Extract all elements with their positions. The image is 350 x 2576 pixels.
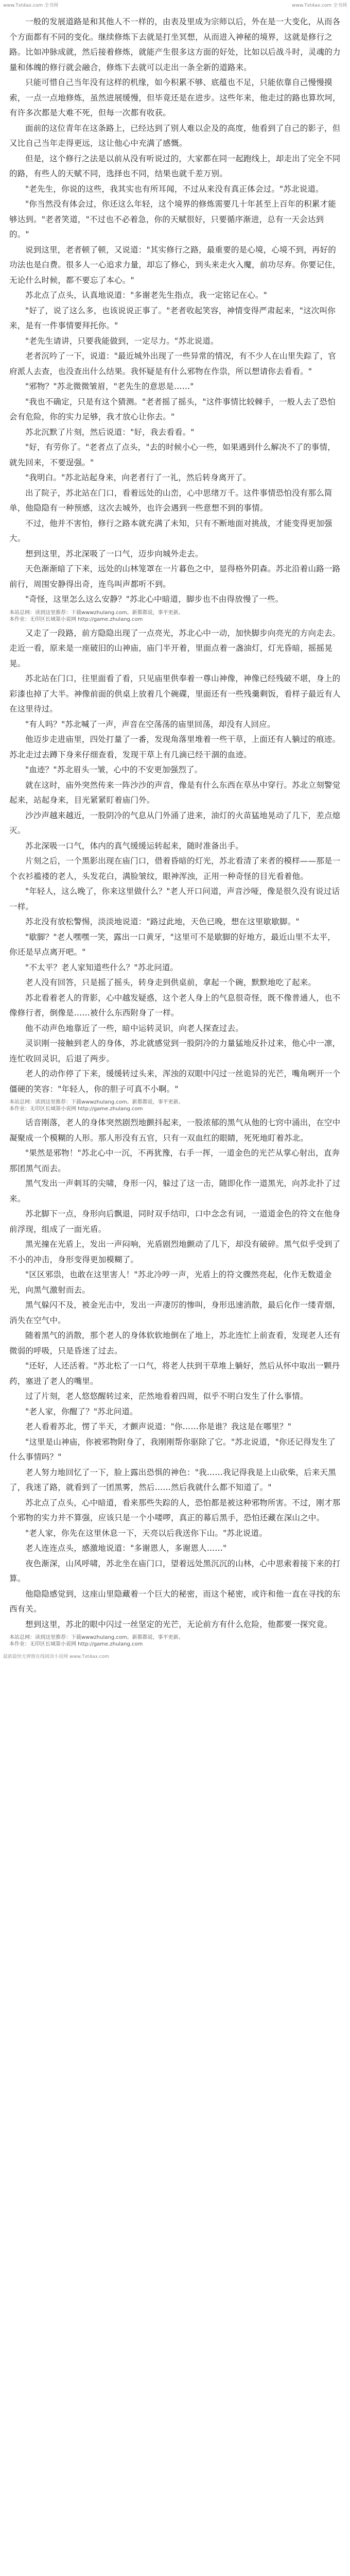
paragraph: 黑光撞在光盾上，发出一声闷响，光盾剧烈地颤动了几下，却没有破碎。黑气似乎受到了不小的冲击，身形变得更加模糊了。	[9, 1240, 341, 1264]
paragraph: "不太平？老人家知道些什么？"苏北问道。	[25, 962, 179, 972]
paragraph: "果然是邪物！"苏北心中一沉，不再犹豫，右手一挥，一道金色的光芒从掌心射出，直奔那团黑气而去。	[9, 1148, 340, 1173]
paragraph: "老人家，你醒了？"苏北问道。	[25, 1406, 138, 1416]
paragraph: 老人看着苏北，愣了半天，才颤声说道："你……你是谁？我这是在哪里？"	[25, 1422, 292, 1431]
paragraph: "你当然没有体会过，你还这么年轻，这个境界的修炼需要几十年甚至上百年的积累才能够达到。"老者笑道，"不过也不必着急，你的天赋很好，只要循序渐进，总有一天会达到的。"	[9, 199, 336, 239]
paragraph: "奇怪，这里怎么这么安静？"苏北心中暗道，脚步也不由得放慢了一些。	[25, 595, 284, 604]
paragraph: 面前的这位青年在这条路上，已经达到了别人难以企及的高度，他看到了自己的影子，但又比自己当年走得更远，这让他心中充满了感慨。	[9, 123, 341, 148]
paragraph: 苏北看着老人的背影，心中越发疑惑，这个老人身上的气息很奇怪，既不像普通人，也不像修行者，倒像是……被什么东西附身了一样。	[9, 993, 341, 1018]
paragraph: 天色渐渐暗了下来，远处的山林笼罩在一片暮色之中，显得格外阴森。苏北沿着山路一路前行，周围安静得出奇，连鸟叫声都听不到。	[9, 564, 341, 589]
paragraph: 苏北脚下一点，身形向后飘退，同时双手结印，口中念念有词，一道道金色的符文在他身前浮现，组成了一面光盾。	[9, 1209, 341, 1234]
paragraph: "好，有劳你了。"老者点了点头，"去的时候小心一些，如果遇到什么解决不了的事情，就先回来，不要逞强。"	[9, 443, 336, 467]
paragraph: "这里是山神庙，你被邪物附身了，我刚刚帮你驱除了它。"苏北说道，"你还记得发生了什么事情吗？"	[9, 1437, 336, 1462]
paragraph: 不过，他并不害怕，修行之路本就充满了未知，只有不断地面对挑战，才能变得更加强大。	[9, 518, 332, 543]
text-section-3	[9, 1115, 341, 1632]
paragraph: "年轻人，这么晚了，你来这里做什么？"老人开口问道，声音沙哑，像是很久没有说过话一样。	[9, 887, 340, 911]
paragraph: 过了片刻，老人悠悠醒转过来，茫然地看着四周，似乎不明白发生了什么事情。	[25, 1392, 308, 1401]
top-watermark-right: www.Txt4ax.com 全书网	[292, 3, 347, 8]
ad-line[interactable]: 本站总网：读到这里推荐：下载wwwzhulang.com。新都都说，事平更新。	[9, 609, 184, 616]
paragraph: 他不动声色地靠近了一些，暗中运转灵识，向老人探查过去。	[25, 1023, 243, 1033]
text-section-1	[9, 14, 341, 607]
paragraph: 老人努力地回忆了一下，脸上露出恐惧的神色："我……我记得我是上山砍柴，后来天黑了，我迷了路，就看到了一团黑雾，然后……然后我就什么都不知道了。"	[9, 1467, 336, 1492]
paragraph: "我也不确定，只是有这个猜测。"老者摇了摇头，"这件事情比较棘手，一般人去了恐怕会有危险，你的实力足够，我才放心让你去。"	[9, 397, 336, 421]
paragraph: 老者沉吟了一下，说道："最近城外出现了一些异常的情况，有不少人在山里失踪了，官府派人去查，也没查出什么结果。我怀疑是有什么邪物在作祟，所以想请你去看看。"	[9, 351, 336, 376]
paragraph: 他隐隐感觉到，这座山里隐藏着一个巨大的秘密，而这个秘密，或许和他一直在寻找的东西有关。	[9, 1589, 341, 1614]
ad-line[interactable]: 本站总网：读到这里推荐：下载wwwzhulang.com。新都都说，事平更新。	[9, 1099, 184, 1105]
paragraph: 老人连连点头，感激地说道："多谢恩人，多谢恩人……"	[25, 1544, 227, 1553]
paragraph: 苏北没有放松警惕，淡淡地说道："路过此地，天色已晚，想在这里歇歇脚。"	[25, 917, 300, 926]
paragraph: "还好，人还活着。"苏北松了一口气，将老人扶到干草堆上躺好，然后从怀中取出一颗丹药，塞进了老人的嘴里。	[9, 1361, 340, 1386]
paragraph: "老先生，你说的这些，我其实也有所耳闻，不过从来没有真正体会过。"苏北说道。	[25, 184, 324, 194]
paragraph: 话音刚落，老人的身体突然剧烈地颤抖起来，一股浓郁的黑气从他的七窍中涌出，在空中凝聚成一个模糊的人形。那人形没有五官，只有一双血红的眼睛，死死地盯着苏北。	[9, 1118, 341, 1143]
paragraph: 随着黑气的消散，那个老人的身体软软地倒在了地上，苏北连忙上前查看，发现老人还有微弱的呼吸，只是昏迷了过去。	[9, 1331, 341, 1355]
paragraph: "我明白。"苏北站起身来，向老者行了一礼，然后转身离开了。	[25, 473, 251, 482]
paragraph: 苏北深吸一口气，体内的真气缓缓运转起来，随时准备出手。	[25, 841, 243, 851]
ad-block-2	[9, 1097, 341, 1115]
paragraph: 苏北点了点头，心中暗道，看来那些失踪的人，恐怕都是被这种邪物所害。不过，刚才那个邪物的实力并不算强，应该只是一个小喽啰，真正的幕后黑手，恐怕还藏在深山之中。	[9, 1498, 341, 1522]
ad-line[interactable]: 本作业：无印区长域第小说网 http://game.zhulang.com	[9, 1641, 143, 1647]
paragraph: "血迹？"苏北眉头一皱，心中的不安更加强烈了。	[25, 765, 203, 774]
text-section-2	[9, 626, 341, 1097]
paragraph: "有人吗？"苏北喊了一声，声音在空荡荡的庙里回荡，却没有人回应。	[25, 719, 275, 729]
chapter-body	[0, 8, 350, 1651]
paragraph: 想到这里，苏北的眼中闪过一丝坚定的光芒，无论前方有什么危险，他都要一探究竟。	[25, 1619, 332, 1629]
paragraph: 夜色渐深，山风呼啸，苏北坐在庙门口，望着远处黑沉沉的山林，心中思索着接下来的打算。	[9, 1558, 341, 1583]
paragraph: "歇脚？"老人嘿嘿一笑，露出一口黄牙，"这里可不是歇脚的好地方，最近山里不太平，你还是早点离开吧。"	[9, 932, 336, 957]
ad-line[interactable]: 本站总网：读到这里推荐：下载wwwzhulang.com。新都都说，事平更新。	[9, 1635, 184, 1640]
paragraph: "好了，说了这么多，也该说说正事了。"老者收起笑容，神情变得严肃起来，"这次叫你来，是有一件事情要拜托你。"	[9, 306, 336, 330]
paragraph: 出了院子，苏北站在门口，看着远处的山峦，心中思绪万千。这件事情恐怕没有那么简单，他隐隐有一种预感，这次去城外，也许会遇到一些意想不到的事情。	[9, 488, 332, 513]
paragraph: 他迈步走进庙里，四处打量了一番，发现角落里堆着一些干草，上面还有人躺过的痕迹。苏北走过去蹲下身来仔细查看，发现干草上有几滴已经干涸的血迹。	[9, 735, 341, 759]
paragraph: "老人家，你先在这里休息一下，天亮以后我送你下山。"苏北说道。	[25, 1528, 267, 1538]
paragraph: 一般的发展道路是和其他人不一样的，由表及里成为宗师以后，外在是一大变化，从而各个方面都有不同的变化。继续修炼下去就是打坐冥想，从而进入神秘的境界，这就是修行之路。比如冲脉成就，然后接着修炼，就能产生很多这方面的好处，比如以后战斗时，灵魂的力量和体魄的修行就会融合，修炼下去就可以走出一条全新的道路来。	[9, 17, 341, 72]
paragraph: 老人的动作停了下来，缓缓转过头来，浑浊的双眼中闪过一丝诡异的光芒，嘴角咧开一个僵硬的笑容："年轻人，你的胆子可真不小啊。"	[9, 1069, 341, 1094]
paragraph: 苏北沉默了片刻，然后说道："好，我去看看。"	[25, 427, 195, 437]
top-watermark-left: www.Txt4ax.com 全书网	[3, 3, 58, 8]
top-watermark	[0, 0, 350, 8]
paragraph: 想到这里，苏北深吸了一口气，迈步向城外走去。	[25, 549, 203, 558]
paragraph: 苏北点了点头，认真地说道："多谢老先生指点，我一定铭记在心。"	[25, 291, 267, 300]
ad-block-3	[9, 1632, 341, 1651]
paragraph: 说到这里，老者顿了顿，又说道："其实修行之路，最重要的是心境，心境不到，再好的功法也是白费。很多人一心追求力量，却忘了修心，到头来走火入魔，前功尽弃。你要记住，无论什么时候，都不要忘了本心。"	[9, 245, 341, 285]
paragraph: 只能可惜自己当年没有这样的机缘，如今积累不够、底蕴也不足，只能依靠自己慢慢摸索，一点一点地修炼，虽然进展缓慢，但毕竟还是在进步。这些年来，他走过的路也算坎坷，有许多次都是大难不死，但每一次都有收获。	[9, 78, 341, 117]
paragraph: 又走了一段路，前方隐隐出现了一点亮光，苏北心中一动，加快脚步向亮光的方向走去。走近一看，原来是一座破旧的山神庙，庙门半开着，里面点着一盏油灯，灯光昏暗，摇摇晃晃。	[9, 628, 341, 668]
bottom-watermark[interactable]: 最新最快无弹窗在线阅读小说网 www.Txt4ax.com	[3, 1654, 109, 1659]
paragraph: 黑气发出一声刺耳的尖啸，身形一闪，躲过了这一击，随即化作一道黑光，向苏北扑了过来。	[9, 1179, 341, 1204]
paragraph: 苏北站在门口，往里面看了看，只见庙里供奉着一尊山神像，神像已经残破不堪，身上的彩漆也掉了大半。神像前面的供桌上放着几个碗碟，里面还有一些残羹剩饭，看样子最近有人在这里待过。	[9, 674, 341, 714]
paragraph: 黑气躲闪不及，被金光击中，发出一声凄厉的惨叫，身形迅速消散，最后化作一缕青烟，消失在空气中。	[9, 1300, 341, 1325]
ad-line[interactable]: 本作业：无印区长域第小说网 http://game.zhulang.com	[9, 616, 143, 622]
ad-line[interactable]: 本作业：无印区长域第小说网 http://game.zhulang.com	[9, 1106, 143, 1112]
ad-block-1	[9, 607, 341, 626]
paragraph: "老先生请讲，只要我能做到，一定尽力。"苏北说道。	[25, 336, 219, 346]
paragraph: 就在这时，庙外突然传来一阵沙沙的声音，像是有什么东西在草丛中穿行。苏北立刻警觉起来，站起身来，目光紧紧盯着庙门外。	[9, 780, 341, 805]
paragraph: "邪物？"苏北微微皱眉，"老先生的意思是……"	[25, 382, 194, 391]
paragraph: "区区邪祟，也敢在这里害人！"苏北冷哼一声，光盾上的符文骤然亮起，化作无数道金光，向黑气激射而去。	[9, 1270, 332, 1295]
paragraph: 但是，这个修行之法是以前从没有听说过的，大家都在同一起跑线上，却走出了完全不同的路，有些人的天赋不同，选择也不同，结果也就千差万别。	[9, 154, 341, 178]
paragraph: 片刻之后，一个黑影出现在庙门口，借着昏暗的灯光，苏北看清了来者的模样——那是一个衣衫褴褛的老人，头发花白，满脸皱纹，眼神浑浊，正用一种奇怪的目光看着他。	[9, 856, 341, 881]
paragraph: 沙沙声越来越近，一股阴冷的气息从门外涌了进来，油灯的火苗猛地晃动了几下，差点熄灭。	[9, 810, 341, 835]
paragraph: 老人没有回答，只是摇了摇头，转身走到供桌前，拿起一个碗，默默地吃了起来。	[25, 978, 317, 987]
paragraph: 灵识刚一接触到老人的身体，苏北就感觉到一股阴冷的力量猛地反扑过来，他心中一凛，连忙收回灵识，后退了两步。	[9, 1039, 341, 1063]
